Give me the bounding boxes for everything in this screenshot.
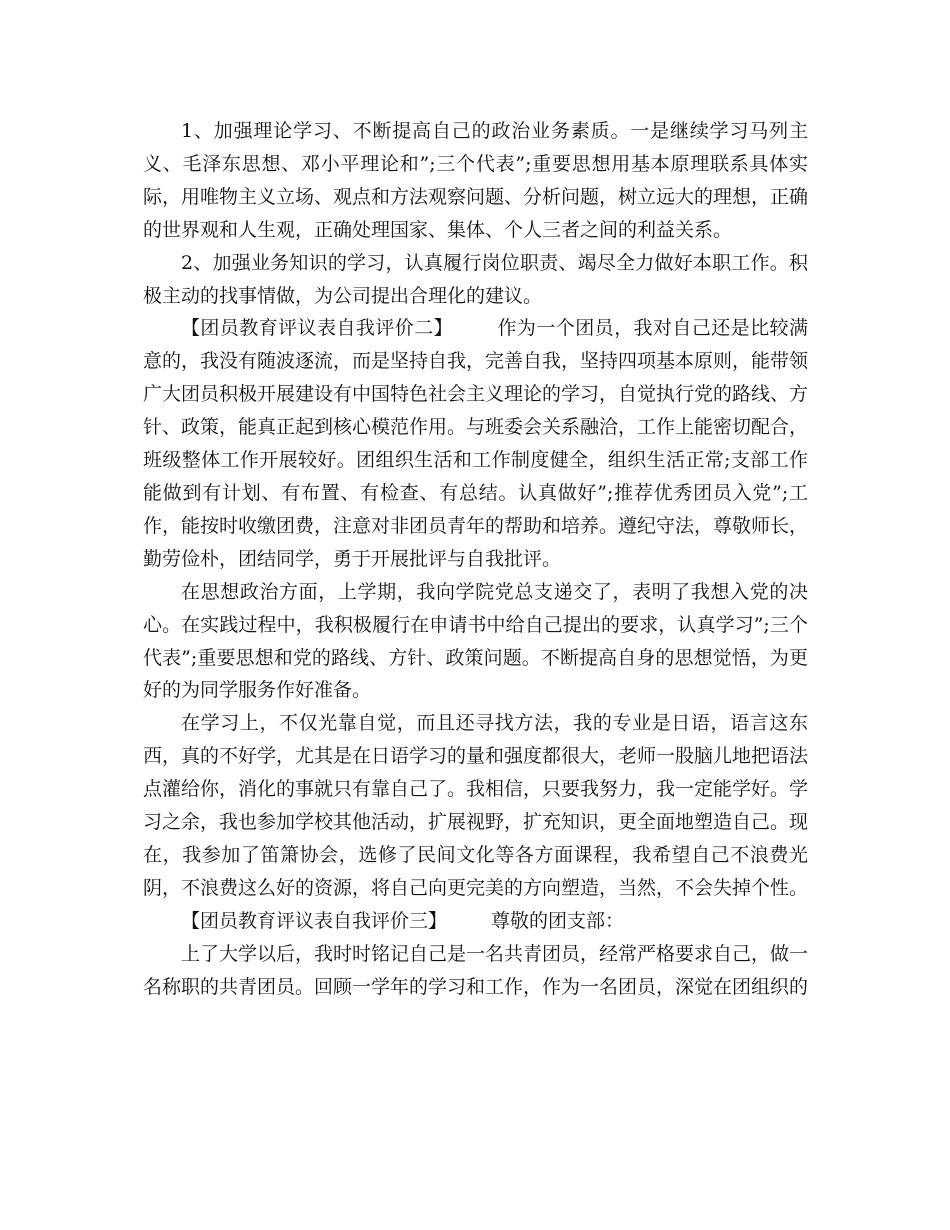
section-3-salutation: 尊敬的团支部： xyxy=(491,909,625,932)
paragraph-5: 上了大学以后，我时时铭记自己是一名共青团员，经常严格要求自己，做一名称职的共青团员。回顾一学年的学习和工作，作为一名团员，深觉在团组织的 xyxy=(143,942,809,998)
paragraph-2: 2、加强业务知识的学习，认真履行岗位职责、竭尽全力做好本职工作。积极主动的找事情做，为公司提出合理化的建议。 xyxy=(143,251,808,307)
document-body xyxy=(143,115,808,1003)
paragraph-4: 在学习上，不仅光靠自觉，而且还寻找方法，我的专业是日语，语言这东西，真的不好学，尤其是在日语学习的量和强度都很大，老师一股脑儿地把语法点灌给你，消化的事就只有靠自己了。我相信，只要我努力，我一定能学好。学习之余，我也参加学校其他活动，扩展视野，扩充知识，更全面地塑造自己。现在，我参加了笛箫协会，选修了民间文化等各方面课程，我希望自己不浪费光阴，不浪费这么好的资源，将自己向更完美的方向塑造，当然，不会失掉个性。 xyxy=(143,712,809,899)
section-2 xyxy=(143,312,808,575)
section-3-heading: 【团员教育评议表自我评价三】 xyxy=(181,909,448,932)
section-2-text: 作为一个团员，我对自己还是比较满意的，我没有随波逐流，而是坚持自我，完善自我，坚持四项基本原则，能带领广大团员积极开展建设有中国特色社会主义理论的学习，自觉执行党的路线、方针、政策，能真正起到核心模范作用。与班委会关系融洽，工作上能密切配合，班级整体工作开展较好。团组织生活和工作制度健全，组织生活正常;支部工作能做到有计划、有布置、有检查、有总结。认真做好”;推荐优秀团员入党”;工作，能按时收缴团费，注意对非团员青年的帮助和培养。遵纪守法，尊敬师长，勤劳俭朴，团结同学，勇于开展批评与自我批评。 xyxy=(143,317,809,570)
section-3 xyxy=(143,905,808,938)
section-2-heading: 【团员教育评议表自我评价二】 xyxy=(181,317,454,340)
paragraph-3: 在思想政治方面，上学期，我向学院党总支递交了，表明了我想入党的决心。在实践过程中，我积极履行在申请书中给自己提出的要求，认真学习”;三个代表”;重要思想和党的路线、方针、政策问题。不断提高自身的思想觉悟，为更好的为同学服务作好准备。 xyxy=(143,580,808,702)
paragraph-1: 1、加强理论学习、不断提高自己的政治业务素质。一是继续学习马列主义、毛泽东思想、邓小平理论和”;三个代表”;重要思想用基本原理联系具体实际，用唯物主义立场、观点和方法观察问题、分析问题，树立远大的理想，正确的世界观和人生观，正确处理国家、集体、个人三者之间的利益关系。 xyxy=(143,120,809,241)
